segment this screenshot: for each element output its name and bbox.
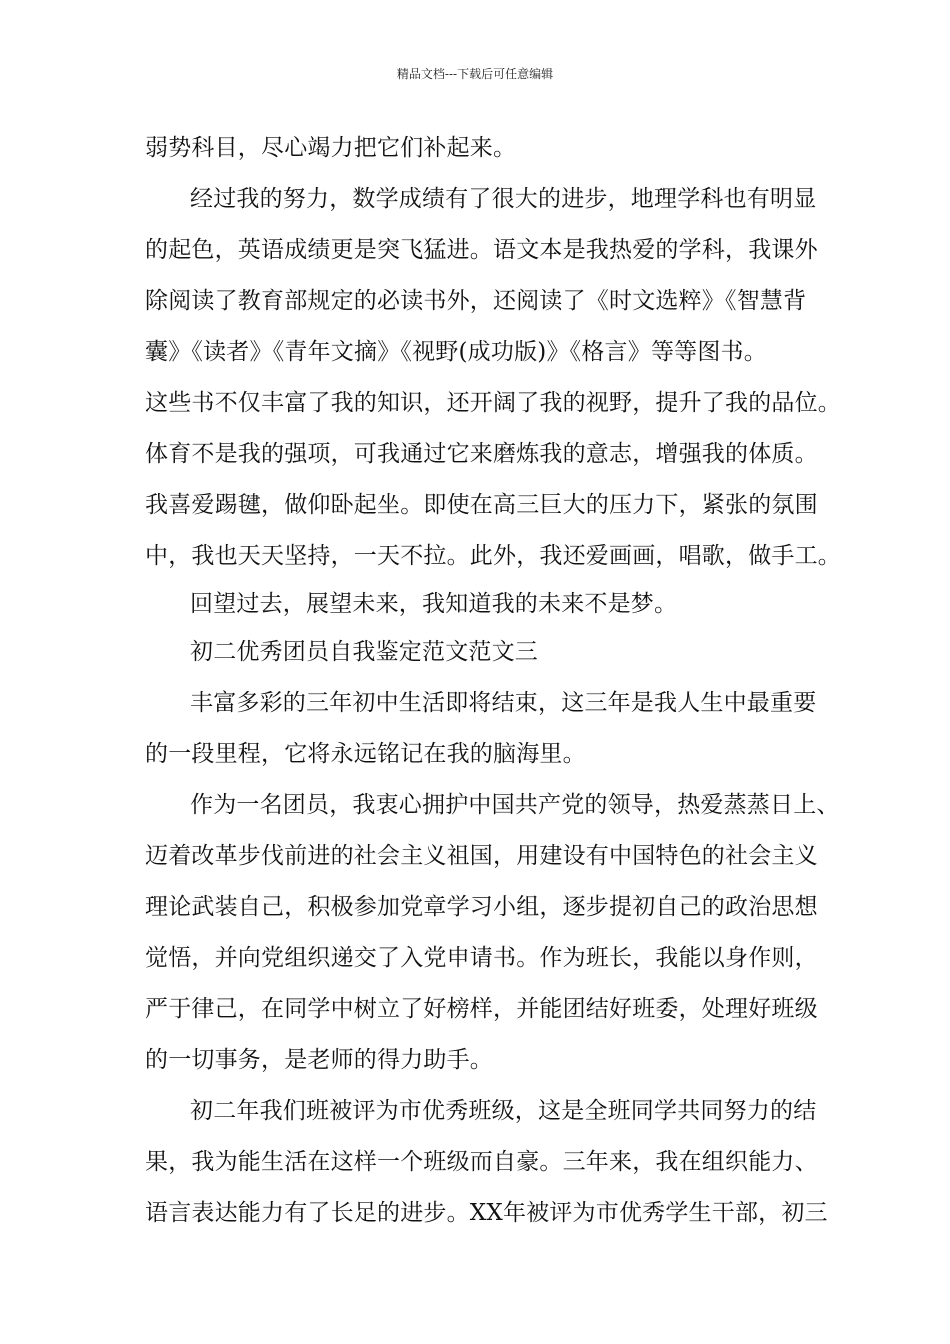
text-line: 语言表达能力有了长足的进步。XX年被评为市优秀学生干部，初三 <box>145 1200 828 1226</box>
page-header: 精品文档---下载后可任意编辑 <box>396 67 554 81</box>
text-line: 果，我为能生活在这样一个班级而自豪。三年来，我在组织能力、 <box>145 1149 818 1175</box>
text-line: 除阅读了教育部规定的必读书外，还阅读了《时文选粹》《智慧背 <box>145 288 807 314</box>
text-line: 的起色，英语成绩更是突飞猛进。语文本是我热爱的学科，我课外 <box>145 237 818 263</box>
text-line: 的一切事务，是老师的得力助手。 <box>145 1047 493 1073</box>
paragraph-first-line: 回望过去，展望未来，我知道我的未来不是梦。 <box>190 591 678 617</box>
text-line: 弱势科目，尽心竭力把它们补起来。 <box>145 135 517 161</box>
text-line: 觉悟，并向党组织递交了入党申请书。作为班长，我能以身作则， <box>145 945 818 971</box>
text-line: 这些书不仅丰富了我的知识，还开阔了我的视野，提升了我的品位。 <box>145 390 841 416</box>
paragraph-first-line: 经过我的努力，数学成绩有了很大的进步，地理学科也有明显 <box>190 186 817 212</box>
paragraph-first-line: 初二年我们班被评为市优秀班级，这是全班同学共同努力的结 <box>190 1098 817 1124</box>
text-line: 理论武装自己，积极参加党章学习小组，逐步提初自己的政治思想 <box>145 894 818 920</box>
section-title: 初二优秀团员自我鉴定范文范文三 <box>190 639 538 665</box>
text-line: 我喜爱踢毽，做仰卧起坐。即使在高三巨大的压力下，紧张的氛围 <box>145 492 818 518</box>
text-line: 迈着改革步伐前进的社会主义祖国，用建设有中国特色的社会主义 <box>145 843 818 869</box>
text-line: 的一段里程，它将永远铭记在我的脑海里。 <box>145 741 586 767</box>
text-line: 体育不是我的强项，可我通过它来磨炼我的意志，增强我的体质。 <box>145 441 818 467</box>
text-line: 严于律己，在同学中树立了好榜样，并能团结好班委，处理好班级 <box>145 996 818 1022</box>
text-line: 囊》《读者》《青年文摘》《视野(成功版)》《格言》等等图书。 <box>145 339 767 365</box>
paragraph-first-line: 作为一名团员，我衷心拥护中国共产党的领导，热爱蒸蒸日上、 <box>190 792 840 818</box>
paragraph-first-line: 丰富多彩的三年初中生活即将结束，这三年是我人生中最重要 <box>190 690 817 716</box>
text-line: 中，我也天天坚持，一天不拉。此外，我还爱画画，唱歌，做手工。 <box>145 543 841 569</box>
